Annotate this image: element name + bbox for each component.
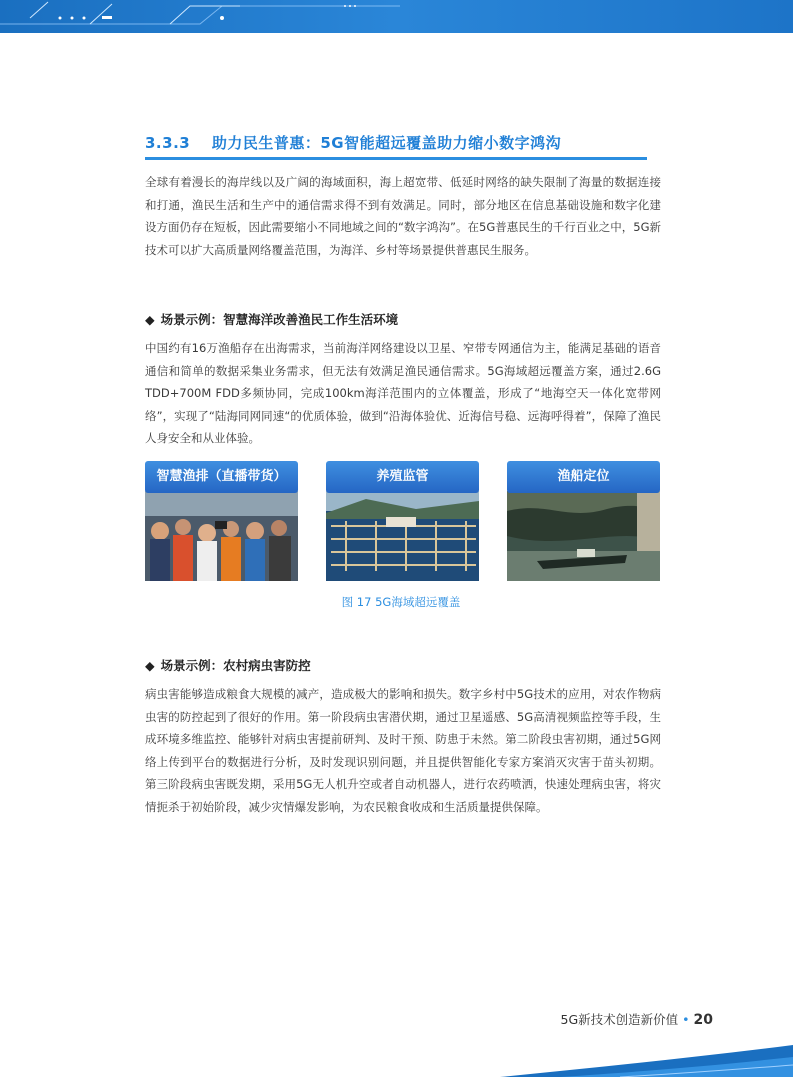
figure-label-3: 渔船定位 xyxy=(507,461,660,493)
section-number: 3.3.3 xyxy=(145,134,191,152)
figure-boat-positioning xyxy=(507,461,660,581)
scene2-paragraph: 病虫害能够造成粮食大规模的减产，造成极大的影响和损失。数字乡村中5G技术的应用，对农作物病虫害的防控起到了很好的作用。第一阶段病虫害潜伏期，通过卫星遥感、5G高清视频监控等手段，生成环境多维监控、能够针对病虫害提前研判、及时干预、防患于未然。第二阶段虫害初期，通过5G网络上传到平台的数据进行分析，及时发现识别问题，并且提供智能化专家方案消灭灾害于苗头初期。第三阶段病虫害既发期，采用5G无人机升空或者自动机器人，进行农药喷洒，快速处理病虫害，将灾情扼杀于初始阶段，减少灾情爆发影响，为农民粮食收成和生活质量提供保障。 xyxy=(145,687,661,814)
footer-text: 5G新技术创造新价值 xyxy=(560,1012,679,1027)
scene2-heading-text: 场景示例：农村病虫害防控 xyxy=(160,658,311,673)
figure-caption: 图 17 5G海域超远覆盖 xyxy=(341,595,461,609)
section-title xyxy=(145,131,647,160)
bottom-wave-decoration-icon xyxy=(0,1027,793,1077)
diamond-bullet-icon: ◆ xyxy=(145,312,155,327)
section-heading: 助力民生普惠：5G智能超远覆盖助力缩小数字鸿沟 xyxy=(211,134,562,152)
scene2-heading xyxy=(145,656,311,674)
header-banner xyxy=(0,0,793,33)
footer-separator: • xyxy=(682,1012,690,1027)
page-footer xyxy=(561,1010,714,1028)
figure-fishing-raft xyxy=(145,461,298,581)
diamond-bullet-icon: ◆ xyxy=(145,658,155,673)
figure-aquaculture xyxy=(326,461,479,581)
intro-paragraph: 全球有着漫长的海岸线以及广阔的海域面积，海上超宽带、低延时网络的缺失限制了海量的数据连接和打通，渔民生活和生产中的通信需求得不到有效满足。同时，部分地区在信息基础设施和数字化建设方面仍存在短板，因此需要缩小不同地域之间的“数字鸿沟”。在5G普惠民生的千行百业之中，5G新技术可以扩大高质量网络覆盖范围，为海洋、乡村等场景提供普惠民生服务。 xyxy=(145,175,661,257)
figure-label-2: 养殖监管 xyxy=(326,461,479,493)
page-number: 20 xyxy=(693,1012,713,1028)
scene1-heading xyxy=(145,310,398,328)
figure-row xyxy=(145,461,657,583)
aquaculture-photo-image xyxy=(326,491,479,581)
figure-label-1: 智慧渔排（直播带货） xyxy=(145,461,298,493)
boat-photo-image xyxy=(507,491,660,581)
circuit-decoration-icon xyxy=(0,0,793,33)
crowd-photo-image xyxy=(145,491,298,581)
scene1-heading-text: 场景示例：智慧海洋改善渔民工作生活环境 xyxy=(160,312,399,327)
scene1-paragraph: 中国约有16万渔船存在出海需求，当前海洋网络建设以卫星、窄带专网通信为主，能满足基础的语音通信和简单的数据采集业务需求，但无法有效满足渔民通信需求。5G海域超远覆盖方案，通过2.6G TDD+700M FDD多频协同，完成100km海洋范围内的立体覆盖，形成了“地海空天一体化宽带网络”，实现了“陆海同网同速“的优质体验，做到“沿海体验优、近海信号稳、远海呼得着”，保障了渔民人身安全和从业体验。 xyxy=(145,341,661,445)
